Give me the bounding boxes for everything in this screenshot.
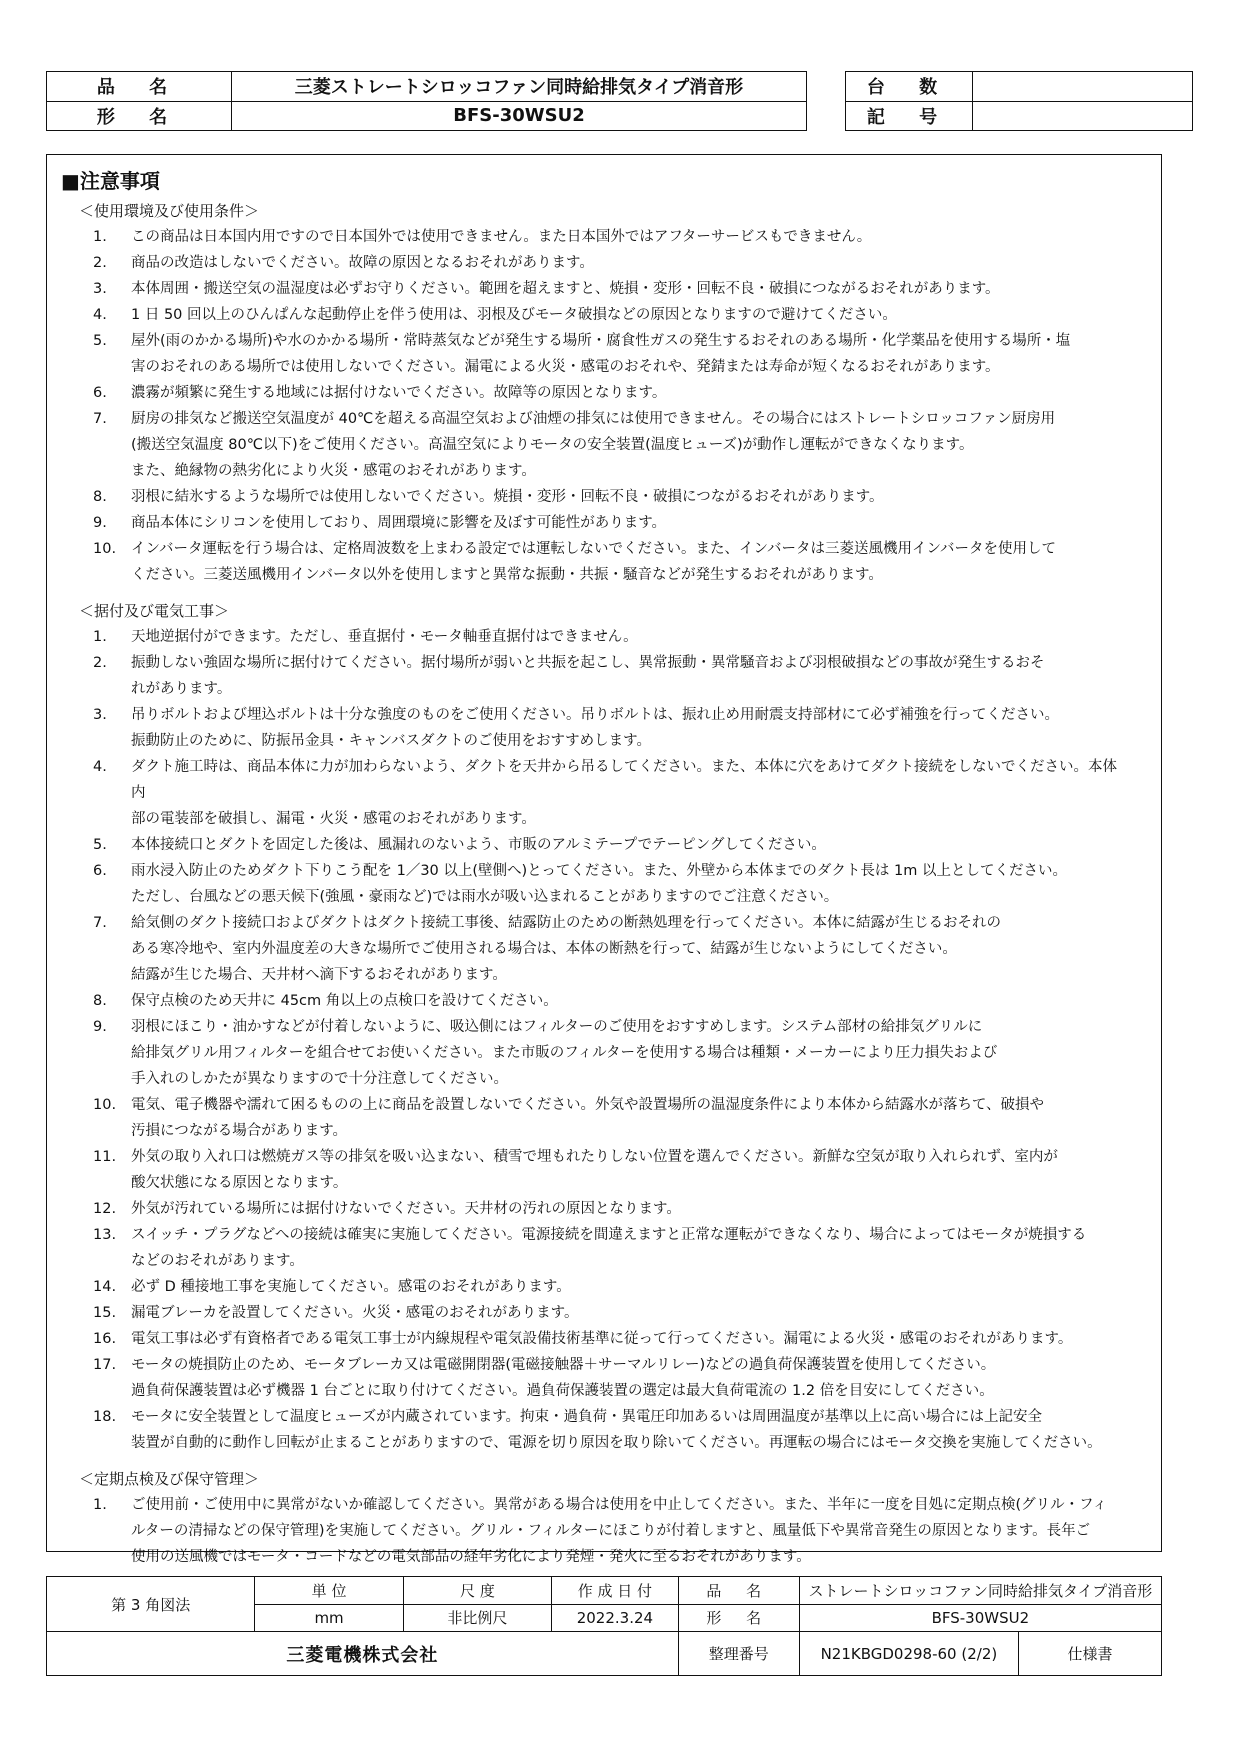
note-number: 7. <box>93 915 107 931</box>
note-item <box>47 832 1161 858</box>
note-number: 15. <box>93 1305 117 1321</box>
note-number: 5. <box>93 333 107 349</box>
note-number: 8. <box>93 993 107 1009</box>
note-text: スイッチ・プラグなどへの接続は確実に実施してください。電源接続を間違えますと正常な運転ができなくなり、場合によってはモータが焼損する などのおそれがあります。 <box>131 1227 1087 1269</box>
note-item <box>47 1196 1161 1222</box>
section-gap <box>47 588 1161 598</box>
note-number: 4. <box>93 759 107 775</box>
note-text: ダクト施工時は、商品本体に力が加わらないよう、ダクトを天井から吊るしてください。また、本体に穴をあけてダクト接続をしないでください。本体内 部の電装部を破損し、漏電・火災・感電のおそれがあります。 <box>131 759 1117 827</box>
note-item <box>47 406 1161 484</box>
product-name-label: 品 名 <box>47 72 232 102</box>
notes-box <box>46 154 1162 1565</box>
note-number: 6. <box>93 385 107 401</box>
note-item <box>47 536 1161 588</box>
note-item <box>47 702 1161 754</box>
notes-list <box>47 1492 1161 1570</box>
footer-model-value: BFS-30WSU2 <box>799 1604 1161 1632</box>
symbol-label: 記 号 <box>846 101 973 131</box>
note-text: 羽根にほこり・油かすなどが付着しないように、吸込側にはフィルターのご使用をおすすめします。システム部材の給排気グリルに 給排気グリル用フィルターを組合せてお使いください。また市販のフィルターを使用する場合は種類・メーカーにより圧力損失および 手入れのしかたが異なりますので十分注意してください。 <box>131 1019 998 1087</box>
title-block <box>46 1576 1162 1676</box>
quantity-value <box>973 72 1193 102</box>
notes-title: ■注意事項 <box>61 169 160 193</box>
note-number: 7. <box>93 411 107 427</box>
note-number: 3. <box>93 281 107 297</box>
note-item <box>47 250 1161 276</box>
document-type: 仕様書 <box>1019 1632 1162 1676</box>
note-number: 5. <box>93 837 107 853</box>
note-item <box>47 1300 1161 1326</box>
section-heading: ＜据付及び電気工事＞ <box>79 602 230 620</box>
unit-value: mm <box>255 1604 403 1632</box>
note-text: 必ず D 種接地工事を実施してください。感電のおそれがあります。 <box>131 1279 571 1295</box>
note-text: 雨水浸入防止のためダクト下りこう配を 1／30 以上(壁側へ)とってください。また、外壁から本体までのダクト長は 1m 以上としてください。 ただし、台風などの悪天候下(強風・豪雨など)では雨水が吸い込まれることがありますのでご注意ください。 <box>131 863 1067 905</box>
notes-list <box>47 224 1161 588</box>
note-item <box>47 1326 1161 1352</box>
reference-number: N21KBGD0298-60 (2/2) <box>799 1632 1018 1676</box>
note-item <box>47 1014 1161 1092</box>
note-item <box>47 302 1161 328</box>
note-text: 屋外(雨のかかる場所)や水のかかる場所・常時蒸気などが発生する場所・腐食性ガスの発生するおそれのある場所・化学薬品を使用する場所・塩 害のおそれのある場所では使用しないでください。漏電による火災・感電のおそれや、発錆または寿命が短くなるおそれがあります。 <box>131 333 1071 375</box>
note-number: 9. <box>93 515 107 531</box>
note-text: インバータ運転を行う場合は、定格周波数を上まわる設定では運転しないでください。また、インバータは三菱送風機用インバータを使用して ください。三菱送風機用インバータ以外を使用しますと異常な振動・共振・騒音などが発生するおそれがあります。 <box>131 541 1056 583</box>
note-number: 8. <box>93 489 107 505</box>
note-number: 4. <box>93 307 107 323</box>
note-number: 1. <box>93 229 107 245</box>
note-text: 本体接続口とダクトを固定した後は、風漏れのないよう、市販のアルミテープでテーピングしてください。 <box>131 837 826 853</box>
note-text: 天地逆据付ができます。ただし、垂直据付・モータ軸垂直据付はできません。 <box>131 629 638 645</box>
company-name: 三菱電機株式会社 <box>47 1632 679 1676</box>
note-text: この商品は日本国内用ですので日本国外では使用できません。また日本国外ではアフターサービスもできません。 <box>131 229 872 245</box>
note-item <box>47 1092 1161 1144</box>
note-number: 17. <box>93 1357 117 1373</box>
section-heading: ＜使用環境及び使用条件＞ <box>79 202 260 220</box>
note-text: 商品の改造はしないでください。故障の原因となるおそれがあります。 <box>131 255 594 271</box>
note-item <box>47 224 1161 250</box>
quantity-label: 台 数 <box>846 72 973 102</box>
unit-label: 単 位 <box>255 1577 403 1605</box>
note-item <box>47 510 1161 536</box>
header-product-table <box>46 71 807 131</box>
scale-label: 尺 度 <box>403 1577 551 1605</box>
notes-list <box>47 624 1161 1456</box>
note-text: 商品本体にシリコンを使用しており、周囲環境に影響を及ぼす可能性があります。 <box>131 515 667 531</box>
note-number: 10. <box>93 1097 117 1113</box>
note-item <box>47 910 1161 988</box>
note-number: 10. <box>93 541 117 557</box>
note-item <box>47 1492 1161 1570</box>
product-name-value: 三菱ストレートシロッコファン同時給排気タイプ消音形 <box>232 72 807 102</box>
note-text: 厨房の排気など搬送空気温度が 40℃を超える高温空気および油煙の排気には使用できません。その場合にはストレートシロッコファン厨房用 (搬送空気温度 80℃以下)をご使用ください。高温空気によりモータの安全装置(温度ヒューズ)が動作し運転ができなくなります。 また、絶縁物の熱劣化により火災・感電のおそれがあります。 <box>131 411 1056 479</box>
note-text: 電気工事は必ず有資格者である電気工事士が内線規程や電気設備技術基準に従って行ってください。漏電による火災・感電のおそれがあります。 <box>131 1331 1073 1347</box>
note-text: 1 日 50 回以上のひんぱんな起動停止を伴う使用は、羽根及びモータ破損などの原因となりますので避けてください。 <box>131 307 897 323</box>
note-text: モータの焼損防止のため、モータブレーカ又は電磁開閉器(電磁接触器＋サーマルリレー)などの過負荷保護装置を使用してください。 過負荷保護装置は必ず機器 1 台ごとに取り付けてください。過負荷保護装置の選定は最大負荷電流の 1.2 倍を目安にしてください。 <box>131 1357 996 1399</box>
reference-label: 整理番号 <box>678 1632 799 1676</box>
note-item <box>47 484 1161 510</box>
note-text: 羽根に結氷するような場所では使用しないでください。焼損・変形・回転不良・破損につながるおそれがあります。 <box>131 489 884 505</box>
note-item <box>47 858 1161 910</box>
note-item <box>47 650 1161 702</box>
symbol-value <box>973 101 1193 131</box>
note-number: 3. <box>93 707 107 723</box>
date-value: 2022.3.24 <box>552 1604 679 1632</box>
note-text: 漏電ブレーカを設置してください。火災・感電のおそれがあります。 <box>131 1305 579 1321</box>
footer-model-label: 形 名 <box>678 1604 799 1632</box>
note-number: 13. <box>93 1227 117 1243</box>
note-number: 16. <box>93 1331 117 1347</box>
note-item <box>47 1404 1161 1456</box>
note-number: 12. <box>93 1201 117 1217</box>
note-text: 振動しない強固な場所に据付けてください。据付場所が弱いと共振を起こし、異常振動・異常騒音および羽根破損などの事故が発生するおそ れがあります。 <box>131 655 1045 697</box>
note-number: 14. <box>93 1279 117 1295</box>
note-number: 11. <box>93 1149 117 1165</box>
note-number: 2. <box>93 255 107 271</box>
footer-product-label: 品 名 <box>678 1577 799 1605</box>
note-item <box>47 1144 1161 1196</box>
note-item <box>47 1352 1161 1404</box>
note-text: 吊りボルトおよび埋込ボルトは十分な強度のものをご使用ください。吊りボルトは、振れ止め用耐震支持部材にて必ず補強を行ってください。 振動防止のために、防振吊金具・キャンバスダクトのご使用をおすすめします。 <box>131 707 1059 749</box>
model-name-label: 形 名 <box>47 101 232 131</box>
note-item <box>47 276 1161 302</box>
note-text: 電気、電子機器や濡れて困るものの上に商品を設置しないでください。外気や設置場所の温湿度条件により本体から結露水が落ちて、破損や 汚損につながる場合があります。 <box>131 1097 1045 1139</box>
note-number: 1. <box>93 1497 107 1513</box>
section-gap <box>47 1456 1161 1466</box>
note-number: 1. <box>93 629 107 645</box>
footer-product-value: ストレートシロッコファン同時給排気タイプ消音形 <box>799 1577 1161 1605</box>
note-text: 濃霧が頻繁に発生する地域には据付けないでください。故障等の原因となります。 <box>131 385 667 401</box>
note-text: 外気の取り入れ口は燃焼ガス等の排気を吸い込まない、積雪で埋もれたりしない位置を選んでください。新鮮な空気が取り入れられず、室内が 酸欠状態になる原因となります。 <box>131 1149 1058 1191</box>
note-item <box>47 624 1161 650</box>
note-text: 本体周囲・搬送空気の温湿度は必ずお守りください。範囲を超えますと、焼損・変形・回転不良・破損につながるおそれがあります。 <box>131 281 1000 297</box>
note-number: 2. <box>93 655 107 671</box>
section-heading: ＜定期点検及び保守管理＞ <box>79 1470 260 1488</box>
projection-method: 第 3 角図法 <box>47 1577 255 1632</box>
note-item <box>47 380 1161 406</box>
note-text: 給気側のダクト接続口およびダクトはダクト接続工事後、結露防止のための断熱処理を行ってください。本体に結露が生じるおそれの ある寒冷地や、室内外温度差の大きな場所でご使用される場合は、本体の断熱を行って、結露が生じないようにしてください。 結露が生じた場合、天井材へ滴下するおそれがあります。 <box>131 915 1001 983</box>
note-text: ご使用前・ご使用中に異常がないか確認してください。異常がある場合は使用を中止してください。また、半年に一度を目処に定期点検(グリル・フィ ルターの清掃などの保守管理)を実施してください。グリル・フィルターにほこりが付着しますと、風量低下や異常音発生の原因となります。長年ご 使用の送風機ではモータ・コードなどの電気部品の経年劣化により発煙・発火に至るおそれがあります。 <box>131 1497 1107 1565</box>
model-name-value: BFS-30WSU2 <box>232 101 807 131</box>
notes-sections <box>47 198 1161 1570</box>
header-qty-table <box>845 71 1193 131</box>
note-item <box>47 328 1161 380</box>
note-item <box>47 1274 1161 1300</box>
note-item <box>47 988 1161 1014</box>
note-item <box>47 1222 1161 1274</box>
note-number: 18. <box>93 1409 117 1425</box>
note-text: 外気が汚れている場所には据付けないでください。天井材の汚れの原因となります。 <box>131 1201 681 1217</box>
note-text: 保守点検のため天井に 45cm 角以上の点検口を設けてください。 <box>131 993 558 1009</box>
note-item <box>47 754 1161 832</box>
note-number: 9. <box>93 1019 107 1035</box>
note-text: モータに安全装置として温度ヒューズが内蔵されています。拘束・過負荷・異電圧印加あるいは周囲温度が基準以上に高い場合には上記安全 装置が自動的に動作し回転が止まることがありますので、電源を切り原因を取り除いてください。再運転の場合にはモータ交換を実施してください。 <box>131 1409 1102 1451</box>
note-number: 6. <box>93 863 107 879</box>
scale-value: 非比例尺 <box>403 1604 551 1632</box>
date-label: 作 成 日 付 <box>552 1577 679 1605</box>
